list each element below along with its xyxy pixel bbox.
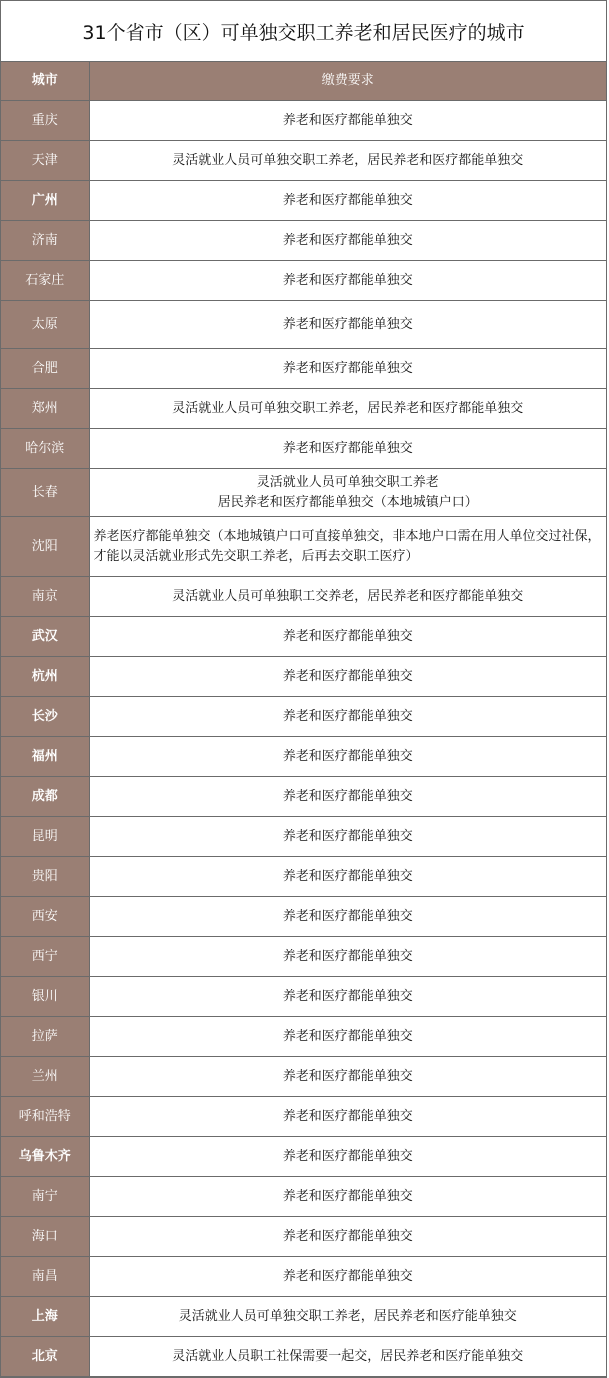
table-row bbox=[1, 1097, 606, 1137]
requirement-line: 灵活就业人员可单独交职工养老 bbox=[256, 474, 439, 490]
requirement-line: 养老和医疗都能单独交 bbox=[282, 828, 413, 844]
city-cell: 上海 bbox=[1, 1297, 89, 1337]
city-cell: 海口 bbox=[1, 1217, 89, 1257]
city-cell: 济南 bbox=[1, 221, 89, 261]
table-row bbox=[1, 937, 606, 977]
requirement-cell bbox=[89, 617, 606, 657]
requirement-cell bbox=[89, 657, 606, 697]
requirement-line: 养老和医疗都能单独交 bbox=[282, 1228, 413, 1244]
requirement-line: 养老和医疗都能单独交 bbox=[282, 1028, 413, 1044]
table-row bbox=[1, 577, 606, 617]
table-row bbox=[1, 697, 606, 737]
table-row bbox=[1, 817, 606, 857]
requirement-cell bbox=[89, 1177, 606, 1217]
requirement-line: 养老和医疗都能单独交 bbox=[282, 748, 413, 764]
table-row bbox=[1, 977, 606, 1017]
city-cell: 西安 bbox=[1, 897, 89, 937]
requirement-line: 养老和医疗都能单独交 bbox=[282, 908, 413, 924]
requirement-cell bbox=[89, 977, 606, 1017]
city-cell: 乌鲁木齐 bbox=[1, 1137, 89, 1177]
city-cell: 拉萨 bbox=[1, 1017, 89, 1057]
table-row bbox=[1, 897, 606, 937]
requirement-line: 养老和医疗都能单独交 bbox=[282, 788, 413, 804]
requirement-cell bbox=[89, 737, 606, 777]
requirement-line: 养老和医疗都能单独交 bbox=[282, 360, 413, 376]
requirement-line: 养老和医疗都能单独交 bbox=[282, 316, 413, 332]
table-row bbox=[1, 389, 606, 429]
city-cell: 广州 bbox=[1, 181, 89, 221]
requirement-line: 养老医疗都能单独交（本地城镇户口可直接单独交，非本地户口需在用人单位交过社保，才能以灵活就业形式先交职工养老，后再去交职工医疗） bbox=[93, 528, 601, 564]
requirement-cell bbox=[89, 817, 606, 857]
requirement-cell bbox=[89, 1057, 606, 1097]
requirement-cell bbox=[89, 429, 606, 469]
requirement-line: 灵活就业人员可单独交职工养老，居民养老和医疗都能单独交 bbox=[172, 152, 524, 168]
requirement-cell bbox=[89, 577, 606, 617]
requirement-cell bbox=[89, 1217, 606, 1257]
table-row bbox=[1, 1017, 606, 1057]
requirement-cell bbox=[89, 857, 606, 897]
requirement-cell bbox=[89, 301, 606, 349]
city-cell: 太原 bbox=[1, 301, 89, 349]
requirement-line: 养老和医疗都能单独交 bbox=[282, 668, 413, 684]
requirement-line: 养老和医疗都能单独交 bbox=[282, 1108, 413, 1124]
table-row bbox=[1, 737, 606, 777]
requirement-cell bbox=[89, 261, 606, 301]
header-requirement: 缴费要求 bbox=[89, 62, 606, 101]
requirement-line: 养老和医疗都能单独交 bbox=[282, 192, 413, 208]
table-row bbox=[1, 1297, 606, 1337]
city-cell: 西宁 bbox=[1, 937, 89, 977]
requirement-cell bbox=[89, 1137, 606, 1177]
requirement-cell bbox=[89, 1017, 606, 1057]
city-cell: 长春 bbox=[1, 469, 89, 517]
requirement-cell bbox=[89, 1257, 606, 1297]
table-row bbox=[1, 777, 606, 817]
requirement-cell bbox=[89, 1097, 606, 1137]
requirement-line: 养老和医疗都能单独交 bbox=[282, 232, 413, 248]
table-row bbox=[1, 1217, 606, 1257]
table-row bbox=[1, 221, 606, 261]
city-cell: 福州 bbox=[1, 737, 89, 777]
requirement-cell bbox=[89, 389, 606, 429]
table-row bbox=[1, 141, 606, 181]
requirement-cell bbox=[89, 1337, 606, 1377]
table-row bbox=[1, 517, 606, 577]
table-row bbox=[1, 1337, 606, 1377]
requirement-cell bbox=[89, 937, 606, 977]
requirement-line: 养老和医疗都能单独交 bbox=[282, 1188, 413, 1204]
city-cell: 石家庄 bbox=[1, 261, 89, 301]
table-row bbox=[1, 1137, 606, 1177]
table-row bbox=[1, 1257, 606, 1297]
city-cell: 长沙 bbox=[1, 697, 89, 737]
city-cell: 贵阳 bbox=[1, 857, 89, 897]
requirement-cell bbox=[89, 469, 606, 517]
table-row bbox=[1, 101, 606, 141]
requirement-line: 养老和医疗都能单独交 bbox=[282, 1148, 413, 1164]
requirement-line: 养老和医疗都能单独交 bbox=[282, 868, 413, 884]
city-cell: 哈尔滨 bbox=[1, 429, 89, 469]
table-row bbox=[1, 1057, 606, 1097]
city-table bbox=[1, 62, 606, 1377]
requirement-line: 养老和医疗都能单独交 bbox=[282, 708, 413, 724]
requirement-line: 灵活就业人员可单独职工交养老，居民养老和医疗都能单独交 bbox=[172, 588, 524, 604]
requirement-cell bbox=[89, 141, 606, 181]
requirement-line: 灵活就业人员可单独交职工养老，居民养老和医疗都能单独交 bbox=[172, 400, 524, 416]
table-row bbox=[1, 617, 606, 657]
requirement-line: 养老和医疗都能单独交 bbox=[282, 988, 413, 1004]
requirement-cell bbox=[89, 349, 606, 389]
table-row bbox=[1, 469, 606, 517]
table-row bbox=[1, 657, 606, 697]
requirement-line: 养老和医疗都能单独交 bbox=[282, 628, 413, 644]
city-cell: 成都 bbox=[1, 777, 89, 817]
city-cell: 南宁 bbox=[1, 1177, 89, 1217]
requirement-line: 养老和医疗都能单独交 bbox=[282, 1268, 413, 1284]
table-row bbox=[1, 1177, 606, 1217]
city-cell: 呼和浩特 bbox=[1, 1097, 89, 1137]
requirement-cell bbox=[89, 697, 606, 737]
city-cell: 武汉 bbox=[1, 617, 89, 657]
table-row bbox=[1, 349, 606, 389]
city-cell: 天津 bbox=[1, 141, 89, 181]
city-cell: 重庆 bbox=[1, 101, 89, 141]
requirement-line: 养老和医疗都能单独交 bbox=[282, 948, 413, 964]
requirement-cell bbox=[89, 221, 606, 261]
table-row bbox=[1, 857, 606, 897]
requirement-line: 养老和医疗都能单独交 bbox=[282, 272, 413, 288]
requirement-cell bbox=[89, 1297, 606, 1337]
requirement-cell bbox=[89, 181, 606, 221]
requirement-line: 养老和医疗都能单独交 bbox=[282, 440, 413, 456]
table-header-row bbox=[1, 62, 606, 101]
requirement-cell bbox=[89, 897, 606, 937]
city-cell: 合肥 bbox=[1, 349, 89, 389]
city-cell: 北京 bbox=[1, 1337, 89, 1377]
table-row bbox=[1, 181, 606, 221]
requirement-line: 养老和医疗都能单独交 bbox=[282, 112, 413, 128]
page-title: 31个省市（区）可单独交职工养老和居民医疗的城市 bbox=[1, 1, 606, 62]
city-cell: 沈阳 bbox=[1, 517, 89, 577]
city-cell: 南昌 bbox=[1, 1257, 89, 1297]
city-cell: 杭州 bbox=[1, 657, 89, 697]
city-cell: 郑州 bbox=[1, 389, 89, 429]
city-cell: 银川 bbox=[1, 977, 89, 1017]
requirement-line: 养老和医疗都能单独交 bbox=[282, 1068, 413, 1084]
table-row bbox=[1, 301, 606, 349]
header-city: 城市 bbox=[1, 62, 89, 101]
requirement-cell bbox=[89, 777, 606, 817]
table-row bbox=[1, 261, 606, 301]
requirement-line: 居民养老和医疗都能单独交（本地城镇户口） bbox=[217, 494, 478, 510]
requirement-cell bbox=[89, 101, 606, 141]
requirement-line: 灵活就业人员职工社保需要一起交，居民养老和医疗能单独交 bbox=[172, 1348, 524, 1364]
requirement-line: 灵活就业人员可单独交职工养老，居民养老和医疗能单独交 bbox=[178, 1308, 517, 1324]
city-cell: 南京 bbox=[1, 577, 89, 617]
requirement-cell bbox=[89, 517, 606, 577]
table-row bbox=[1, 429, 606, 469]
table-body bbox=[1, 101, 606, 1377]
city-cell: 昆明 bbox=[1, 817, 89, 857]
city-cell: 兰州 bbox=[1, 1057, 89, 1097]
